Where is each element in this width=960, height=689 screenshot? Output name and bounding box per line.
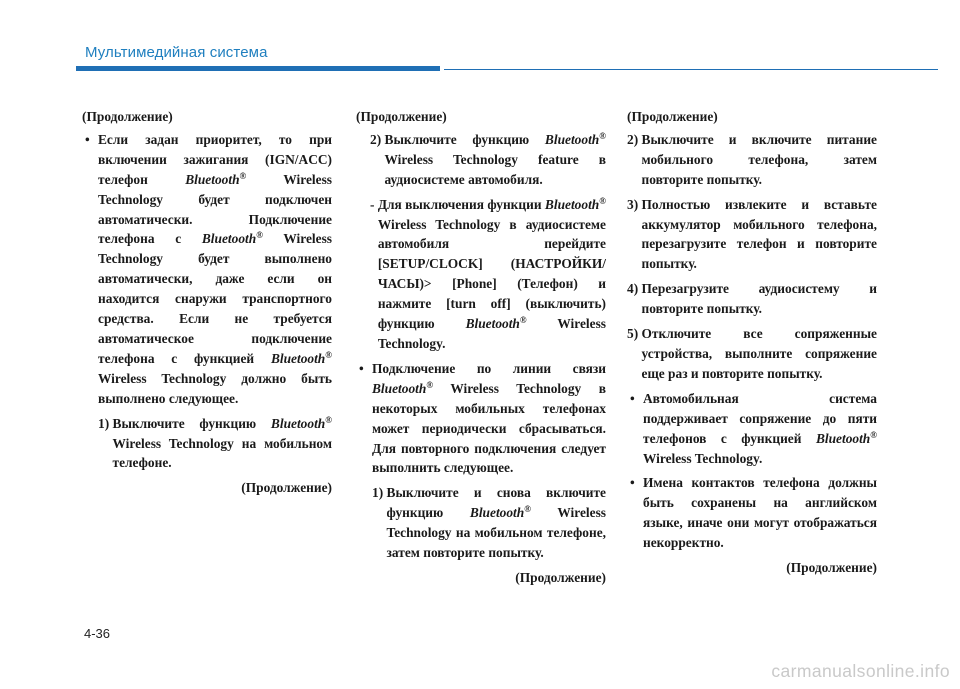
bullet-contact-names: • Имена контактов телефона должны быть сохранены на английском языке, иначе они могут отображаться некорректно. xyxy=(627,473,877,553)
header-rule-thick xyxy=(76,66,440,71)
column-middle xyxy=(356,107,606,588)
continued-label-top: (Продолжение) xyxy=(627,109,718,124)
continued-label-bottom: (Продолжение) xyxy=(515,569,606,585)
bullet-five-phones: • Автомобильная система поддерживает сопряжение до пяти телефонов с функцией Bluetooth® Wireless Technology. xyxy=(627,389,877,469)
bullet-reconnect: • Подключение по линии связи Bluetooth® Wireless Technology в некоторых мобильных телефонах может периодически сбрасываться. Для повторного подключения следует выполнить следующее. xyxy=(356,359,606,478)
continued-label-top: (Продолжение) xyxy=(82,109,173,124)
step-5: 5) Отключите все сопряженные устройства, выполните сопряжение еще раз и повторите попытку. xyxy=(627,326,877,381)
column-right xyxy=(627,107,877,578)
bullet-priority: • Если задан приоритет, то при включении зажигания (IGN/ACC) телефон Bluetooth® Wireless Technology будет подключен автоматически. Подключение телефона с Bluetooth® Wireless Technology будет выполнено автоматически, даже если он находится снаружи транспортного средства. Если не требуется автоматическое подключение телефона с функцией Bluetooth® Wireless Technology должно быть выполнено следующее. xyxy=(82,130,332,409)
step-2: 2) Выключите функцию Bluetooth® Wireless Technology feature в аудиосистеме автомобиля. xyxy=(370,130,606,187)
step-2: 2) Выключите и включите питание мобильного телефона, затем повторите попытку. xyxy=(627,131,877,187)
continued-label-bottom: (Продолжение) xyxy=(786,560,877,576)
header-rule-thin xyxy=(444,69,938,70)
step-3: 3) Полностью извлеките и вставьте аккумулятор мобильного телефона, перезагрузите телефон и повторите попытку. xyxy=(627,196,877,272)
continued-label-top: (Продолжение) xyxy=(356,109,447,124)
continued-label-bottom: (Продолжение) xyxy=(241,480,332,496)
section-title: Мультимедийная система xyxy=(85,44,268,61)
column-left xyxy=(82,107,332,498)
step-4: 4) Перезагрузите аудиосистему и повторите попытку. xyxy=(627,281,877,317)
step-1: 1) Выключите функцию Bluetooth® Wireless Technology на мобильном телефоне. xyxy=(98,414,332,471)
dash-note-setup: - Для выключения функции Bluetooth® Wireless Technology в аудиосистеме автомобиля перейдите [SETUP/CLOCK] (НАСТРОЙКИ/ЧАСЫ)> [Phone] (Телефон) и нажмите [turn off] (выключить) функцию Bluetooth® Wireless Technology. xyxy=(370,195,606,351)
watermark-text: carmanualsonline.info xyxy=(771,661,950,681)
step-1: 1) Выключите и снова включите функцию Bluetooth® Wireless Technology на мобильном телефоне, затем повторите попытку. xyxy=(372,485,606,561)
page-number: 4-36 xyxy=(84,626,111,641)
